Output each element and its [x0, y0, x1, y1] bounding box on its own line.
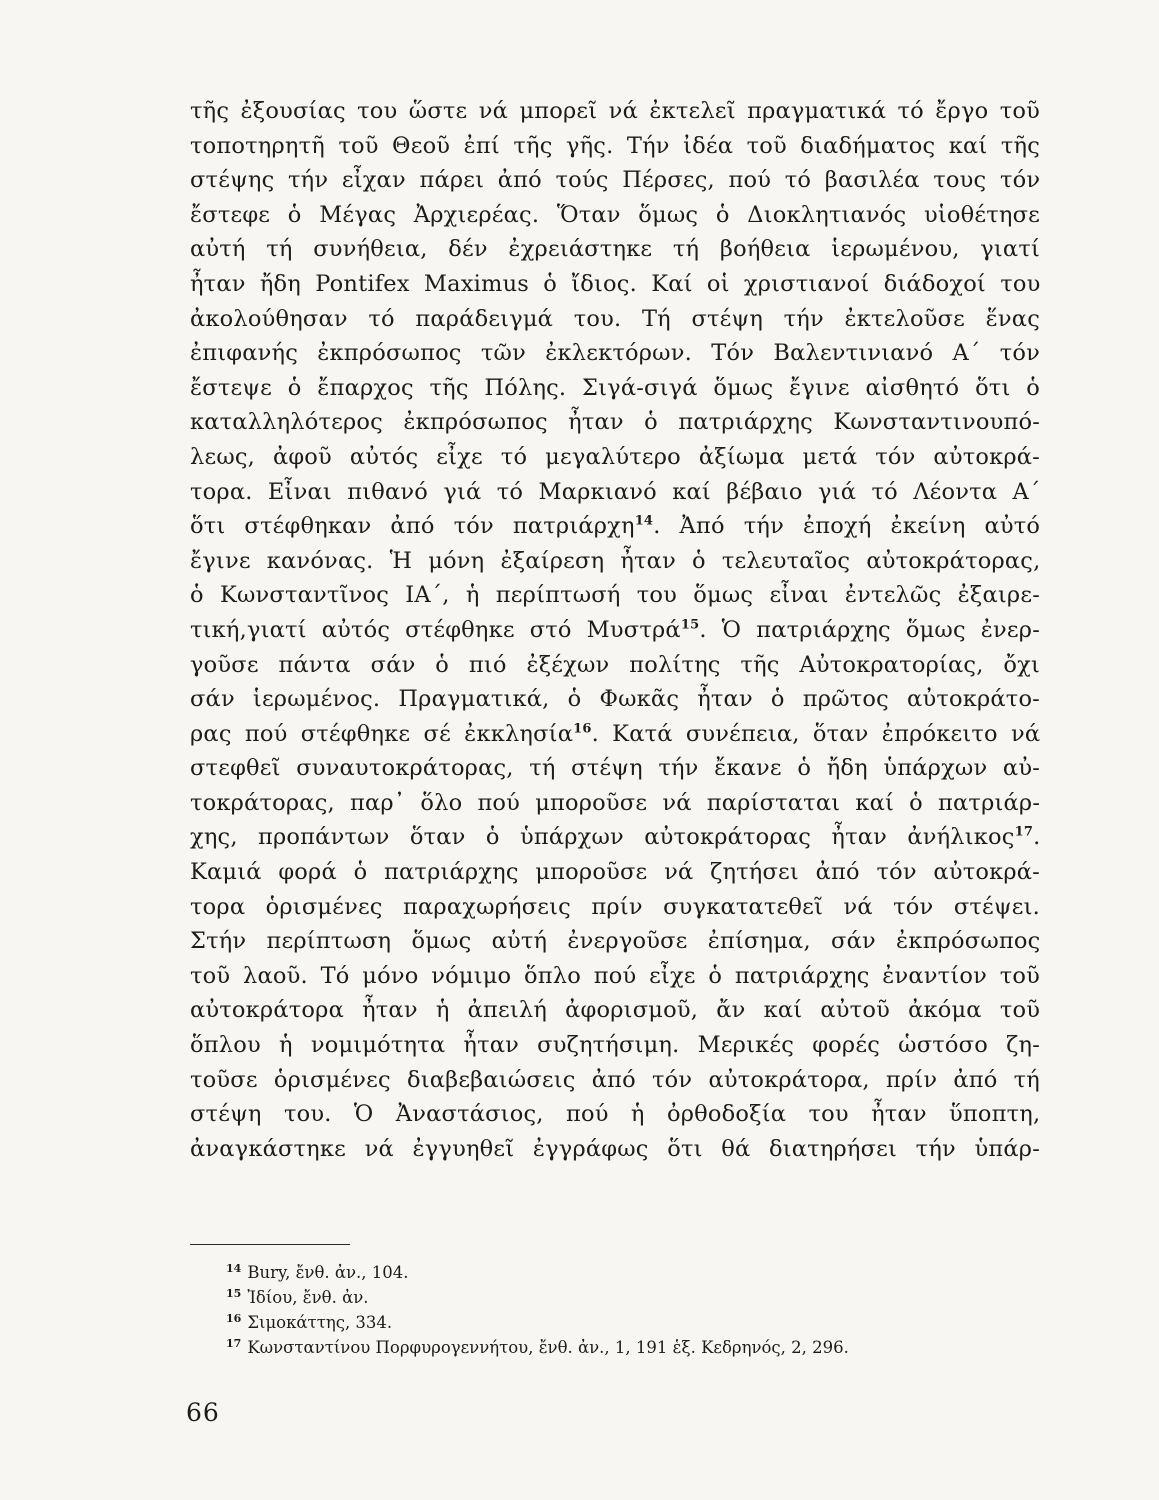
- text-line: ὅπλου ἡ νομιμότητα ἦταν συζητήσιμη. Μερικές φορές ὡστόσο ζη-: [190, 1032, 1040, 1059]
- text-line: Καμιά φορά ὁ πατριάρχης μποροῦσε νά ζητήσει ἀπό τόν αὐτοκρά-: [190, 859, 1040, 886]
- text-segment: ὅτι στέφθηκαν ἀπό τόν πατριάρχη: [190, 513, 635, 540]
- footnote-number: 17: [226, 1336, 242, 1350]
- text-line: ἀκολούθησαν τό παράδειγμά του. Τή στέψη τήν ἐκτελοῦσε ἕνας: [190, 305, 1040, 332]
- footnote-number: 16: [226, 1311, 242, 1325]
- footnote-ref-14[interactable]: 14: [634, 513, 654, 529]
- footnote-ref-17[interactable]: 17: [1014, 824, 1034, 840]
- text-line: [190, 509, 1040, 544]
- text-line: ἐπιφανής ἐκπρόσωπος τῶν ἐκλεκτόρων. Τόν Βαλεντινιανό Α´ τόν: [190, 340, 1040, 367]
- footnote-number: 14: [226, 1261, 242, 1275]
- footnote-divider: [190, 1244, 350, 1245]
- text-line: [190, 820, 1040, 855]
- page-number: 66: [186, 1398, 220, 1427]
- text-line: γοῦσε πάντα σάν ὁ πιό ἐξέχων πολίτης τῆς Αὐτοκρατορίας, ὄχι: [190, 651, 1040, 678]
- text-line: στεφθεῖ συναυτοκράτορας, τή στέψη τήν ἔκανε ὁ ἤδη ὑπάρχων αὐ-: [190, 755, 1040, 782]
- text-line: τορα. Εἶναι πιθανό γιά τό Μαρκιανό καί βέβαιο γιά τό Λέοντα Α´: [190, 478, 1041, 505]
- footnote-17: [226, 1335, 1006, 1360]
- text-line: λεως, ἀφοῦ αὐτός εἶχε τό μεγαλύτερο ἀξίωμα μετά τόν αὐτοκρά-: [190, 443, 1040, 470]
- footnote-16: [226, 1310, 1006, 1335]
- text-line: ἦταν ἤδη Pontifex Maximus ὁ ἴδιος. Καί οἱ χριστιανοί διάδοχοί του: [190, 270, 1041, 297]
- text-line: ἔγινε κανόνας. Ἡ μόνη ἐξαίρεση ἦταν ὁ τελευταῖος αὐτοκράτορας,: [190, 547, 1041, 574]
- text-line: τοῦ λαοῦ. Τό μόνο νόμιμο ὅπλο πού εἶχε ὁ πατριάρχης ἐναντίον τοῦ: [190, 962, 1040, 989]
- footnote-ref-16[interactable]: 16: [573, 721, 592, 737]
- text-segment: ρας πού στέφθηκε σέ ἐκκλησία: [190, 720, 574, 747]
- footnote-text: Ἰδίου, ἔνθ. ἀν.: [247, 1288, 369, 1307]
- body-text: [190, 94, 1040, 1166]
- text-line: τῆς ἐξουσίας του ὥστε νά μπορεῖ νά ἐκτελεῖ πραγματικά τό ἔργο τοῦ: [190, 98, 1040, 124]
- footnote-15: [226, 1285, 1006, 1310]
- footnote-text: Bury, ἔνθ. ἀν., 104.: [247, 1263, 409, 1282]
- text-line: Στήν περίπτωση ὅμως αὐτή ἐνεργοῦσε ἐπίσημα, σάν ἐκπρόσωπος: [190, 928, 1041, 955]
- text-line: τοποτηρητῆ τοῦ Θεοῦ ἐπί τῆς γῆς. Τήν ἰδέα τοῦ διαδήματος καί τῆς: [190, 132, 1040, 159]
- footnotes: [226, 1260, 1006, 1360]
- text-line: στέψη του. Ὁ Ἀναστάσιος, πού ἡ ὀρθοδοξία του ἦταν ὕποπτη,: [190, 1101, 1041, 1128]
- text-line: ὁ Κωνσταντῖνος ΙΑ´, ἡ περίπτωσή του ὅμως εἶναι ἐντελῶς ἐξαιρε-: [190, 582, 1040, 609]
- text-line: στέψης τήν εἶχαν πάρει ἀπό τούς Πέρσες, πού τό βασιλέα τους τόν: [190, 167, 1041, 194]
- text-line: αὐτοκράτορα ἦταν ἡ ἀπειλή ἀφορισμοῦ, ἄν καί αὐτοῦ ἀκόμα τοῦ: [190, 997, 1041, 1024]
- text-segment: .: [1033, 824, 1041, 851]
- text-line: τοκράτορας, παρ᾿ ὅλο πού μποροῦσε νά παρίσταται καί ὁ πατριάρ-: [190, 789, 1041, 816]
- text-line: ἔστεψε ὁ ἔπαρχος τῆς Πόλης. Σιγά-σιγά ὅμως ἔγινε αἰσθητό ὅτι ὁ: [190, 374, 1040, 401]
- text-segment: . Κατά συνέπεια, ὅταν ἐπρόκειτο νά: [591, 720, 1041, 747]
- footnote-number: 15: [226, 1286, 242, 1300]
- text-line: τορα ὁρισμένες παραχωρήσεις πρίν συγκατατεθεῖ νά τόν στέψει.: [190, 893, 1040, 920]
- footnote-ref-15[interactable]: 15: [680, 617, 700, 633]
- footnote-14: [226, 1260, 1006, 1285]
- text-line: [190, 717, 1040, 752]
- text-line: τοῦσε ὁρισμένες διαβεβαιώσεις ἀπό τόν αὐτοκράτορα, πρίν ἀπό τή: [190, 1066, 1040, 1093]
- text-segment: . Ὁ πατριάρχης ὅμως ἐνερ-: [699, 616, 1040, 643]
- text-line: ἔστεφε ὁ Μέγας Ἀρχιερέας. Ὅταν ὅμως ὁ Διοκλητιανός υἱοθέτησε: [190, 201, 1040, 228]
- text-line: ἀναγκάστηκε νά ἐγγυηθεῖ ἐγγράφως ὅτι θά διατηρήσει τήν ὑπάρ-: [190, 1135, 1040, 1162]
- text-segment: τική,γιατί αὐτός στέφθηκε στό Μυστρά: [190, 616, 681, 643]
- text-line: σάν ἱερωμένος. Πραγματικά, ὁ Φωκᾶς ἦταν ὁ πρῶτος αὐτοκράτο-: [190, 686, 1040, 713]
- footnote-text: Κωνσταντίνου Πορφυρογεννήτου, ἔνθ. ἀν., 1, 191 ἑξ. Κεδρηνός, 2, 296.: [247, 1338, 849, 1357]
- text-segment: χης, προπάντων ὅταν ὁ ὑπάρχων αὐτοκράτορας ἦταν ἀνήλικος: [190, 824, 1015, 851]
- text-line: αὐτή τή συνήθεια, δέν ἐχρειάστηκε τή βοήθεια ἱερωμένου, γιατί: [190, 236, 1040, 263]
- text-segment: . Ἀπό τήν ἐποχή ἐκείνη αὐτό: [653, 513, 1041, 540]
- text-line: [190, 613, 1040, 648]
- footnote-text: Σιμοκάττης, 334.: [247, 1313, 393, 1332]
- text-line: καταλληλότερος ἐκπρόσωπος ἦταν ὁ πατριάρχης Κωνσταντινουπό-: [190, 409, 1040, 436]
